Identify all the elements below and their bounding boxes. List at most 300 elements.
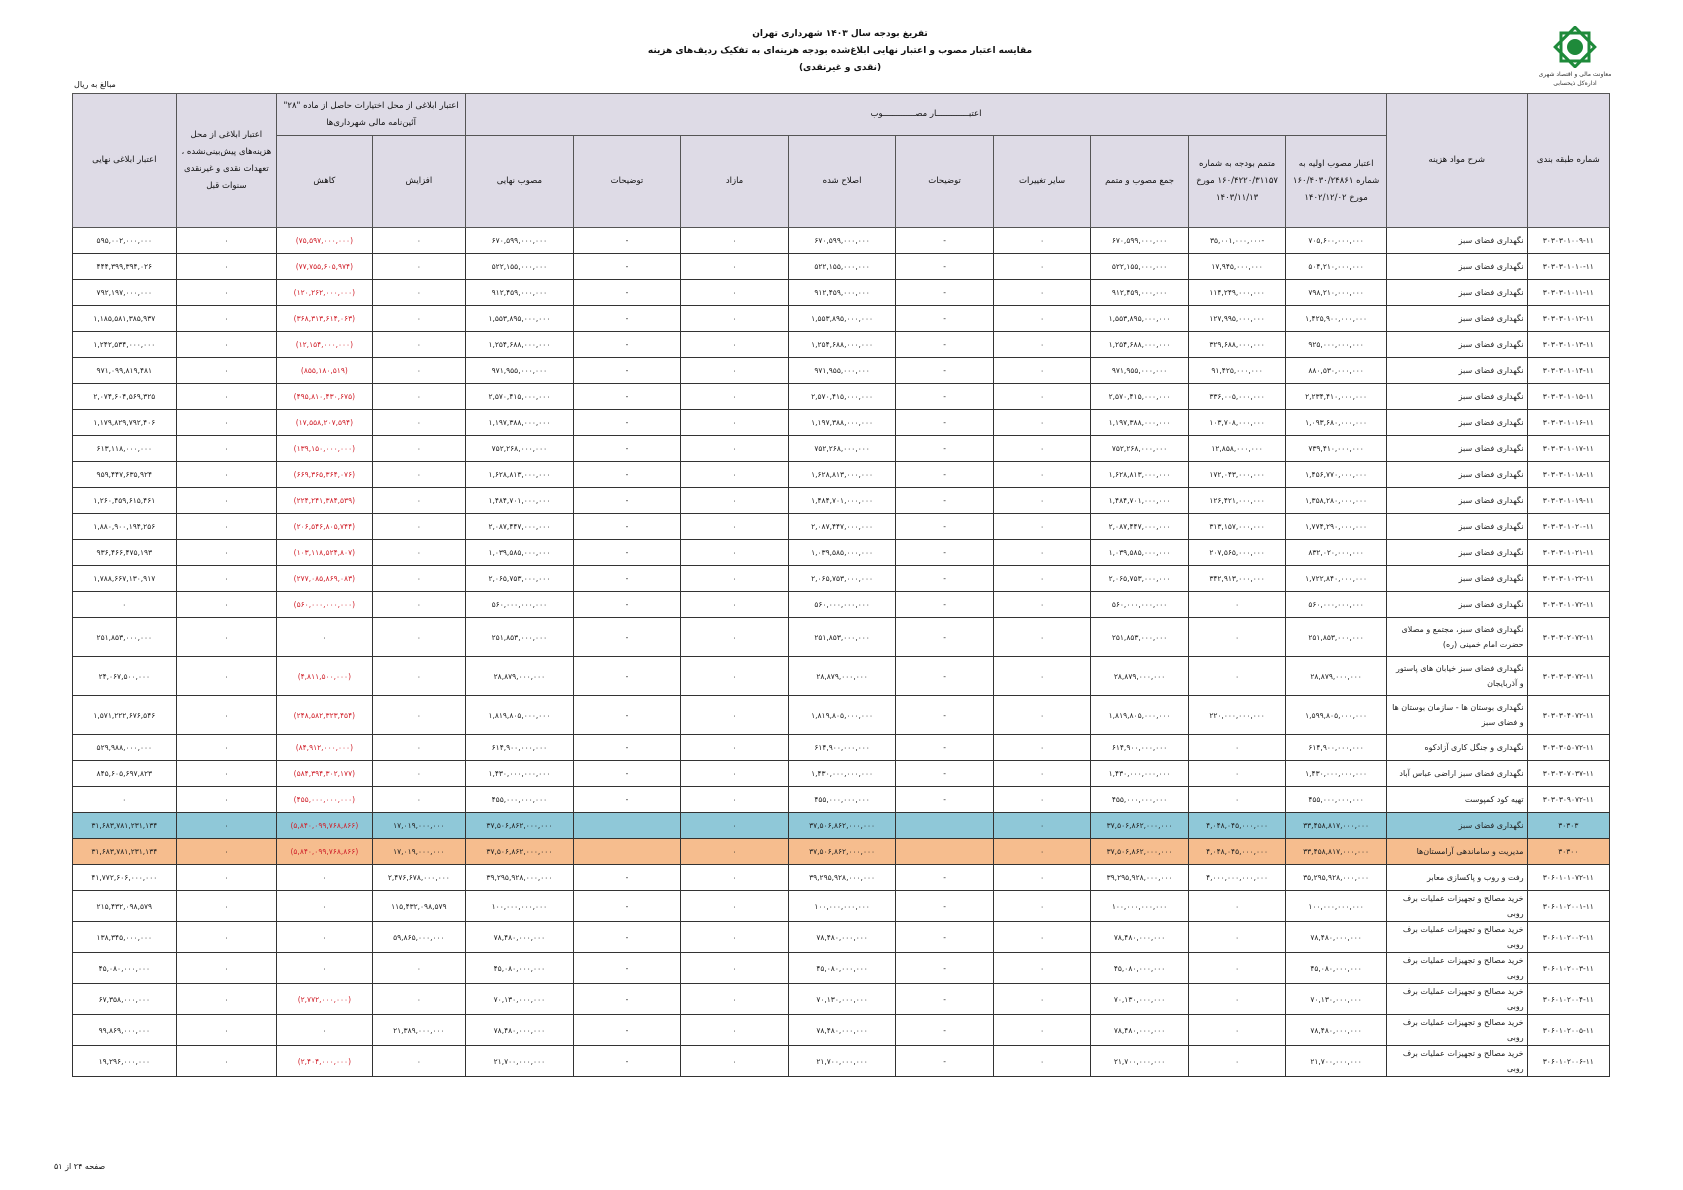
cell-notes1: - — [896, 358, 994, 384]
cell-supplement: ۴,۰۰۰,۰۰۰,۰۰۰,۰۰۰ — [1188, 865, 1286, 891]
cell-prior: ۰ — [176, 462, 277, 488]
cell-prior: ۰ — [176, 839, 277, 865]
cell-sum: ۱,۵۵۳,۸۹۵,۰۰۰,۰۰۰ — [1091, 306, 1189, 332]
cell-final: ۹۵۹,۴۴۷,۶۳۵,۹۲۴ — [73, 462, 177, 488]
cell-supplement: ۰ — [1188, 953, 1286, 984]
header-notes2: توضیحات — [573, 136, 681, 228]
cell-code: ۳۰۳۰۳۰۹۰۷۲-۱۱ — [1527, 787, 1609, 813]
cell-final: ۱,۸۸۰,۹۰۰,۱۹۴,۲۵۶ — [73, 514, 177, 540]
cell-notes1: - — [896, 384, 994, 410]
cell-supplement: ۰ — [1188, 657, 1286, 696]
cell-prior: ۰ — [176, 735, 277, 761]
cell-notes2: - — [573, 984, 681, 1015]
cell-final: ۶۱۳,۱۱۸,۰۰۰,۰۰۰ — [73, 436, 177, 462]
cell-decrease: (۴,۸۱۱,۵۰۰,۰۰۰) — [277, 657, 373, 696]
cell-supplement: ۰ — [1188, 735, 1286, 761]
cell-desc: نگهداری فضای سبز — [1386, 332, 1527, 358]
cell-desc: نگهداری فضای سبز — [1386, 566, 1527, 592]
cell-final-approved: ۲,۰۶۵,۷۵۳,۰۰۰,۰۰۰ — [466, 566, 574, 592]
cell-initial: ۶۱۴,۹۰۰,۰۰۰,۰۰۰ — [1286, 735, 1387, 761]
cell-initial: ۳۵,۲۹۵,۹۲۸,۰۰۰,۰۰۰ — [1286, 865, 1387, 891]
cell-other: ۰ — [993, 306, 1091, 332]
cell-code: ۳۰۳۰۳۰۱۰۱۸-۱۱ — [1527, 462, 1609, 488]
cell-sum: ۶۷۰,۵۹۹,۰۰۰,۰۰۰ — [1091, 228, 1189, 254]
cell-notes1: - — [896, 540, 994, 566]
cell-sum: ۱,۶۲۸,۸۱۳,۰۰۰,۰۰۰ — [1091, 462, 1189, 488]
cell-increase: ۰ — [372, 761, 465, 787]
cell-final: ۱,۱۷۹,۸۲۹,۷۹۲,۴۰۶ — [73, 410, 177, 436]
table-row — [73, 953, 1610, 984]
cell-desc: مدیریت و ساماندهی آرامستان‌ها — [1386, 839, 1527, 865]
cell-amended: ۴۵۵,۰۰۰,۰۰۰,۰۰۰ — [788, 787, 896, 813]
table-row — [73, 1046, 1610, 1077]
cell-increase: ۰ — [372, 540, 465, 566]
cell-notes2: - — [573, 618, 681, 657]
cell-sum: ۳۹,۲۹۵,۹۲۸,۰۰۰,۰۰۰ — [1091, 865, 1189, 891]
budget-table — [72, 93, 1610, 1077]
cell-final-approved: ۷۵۲,۲۶۸,۰۰۰,۰۰۰ — [466, 436, 574, 462]
cell-final-approved: ۱,۱۹۷,۳۸۸,۰۰۰,۰۰۰ — [466, 410, 574, 436]
cell-final-approved: ۱,۲۵۴,۶۸۸,۰۰۰,۰۰۰ — [466, 332, 574, 358]
cell-sum: ۳۷,۵۰۶,۸۶۲,۰۰۰,۰۰۰ — [1091, 839, 1189, 865]
cell-final-approved: ۳۷,۵۰۶,۸۶۲,۰۰۰,۰۰۰ — [466, 839, 574, 865]
cell-surplus: ۰ — [681, 1015, 789, 1046]
cell-other: ۰ — [993, 514, 1091, 540]
cell-desc: نگهداری فضای سبز — [1386, 540, 1527, 566]
cell-surplus: ۰ — [681, 384, 789, 410]
header-prior: اعتبار ابلاغی از محل هزینه‌های پیش‌بینی‌نشده ، تعهدات نقدی و غیرنقدی سنوات قبل — [176, 94, 277, 228]
cell-desc: نگهداری فضای سبز — [1386, 254, 1527, 280]
page-number: صفحه ۲۴ از ۵۱ — [54, 1162, 106, 1171]
cell-code: ۳۰۳۰۳۰۷۰۳۷-۱۱ — [1527, 761, 1609, 787]
cell-surplus: ۰ — [681, 813, 789, 839]
cell-desc: نگهداری فضای سبز — [1386, 514, 1527, 540]
cell-decrease: (۵,۸۴۰,۰۹۹,۷۶۸,۸۶۶) — [277, 839, 373, 865]
cell-other: ۰ — [993, 228, 1091, 254]
table-row — [73, 254, 1610, 280]
cell-amended: ۹۷۱,۹۵۵,۰۰۰,۰۰۰ — [788, 358, 896, 384]
cell-code: ۳۰۳۰۳۰۱۰۰۹-۱۱ — [1527, 228, 1609, 254]
cell-code: ۳۰۳۰۳۰۱۰۱۱-۱۱ — [1527, 280, 1609, 306]
cell-other: ۰ — [993, 922, 1091, 953]
cell-other: ۰ — [993, 657, 1091, 696]
cell-increase: ۰ — [372, 787, 465, 813]
table-row — [73, 891, 1610, 922]
cell-prior: ۰ — [176, 540, 277, 566]
cell-final: ۵۲۹,۹۸۸,۰۰۰,۰۰۰ — [73, 735, 177, 761]
table-row — [73, 922, 1610, 953]
cell-prior: ۰ — [176, 332, 277, 358]
cell-supplement: ۰ — [1188, 984, 1286, 1015]
table-row — [73, 332, 1610, 358]
cell-decrease: (۴۹۵,۸۱۰,۴۳۰,۶۷۵) — [277, 384, 373, 410]
cell-initial: ۱,۴۳۰,۰۰۰,۰۰۰,۰۰۰ — [1286, 761, 1387, 787]
cell-surplus: ۰ — [681, 735, 789, 761]
header-supplement: متمم بودجه به شماره ۱۶۰/۴۲۲۰/۳۱۱۵۷ مورخ ۱۴۰۳/۱۱/۱۳ — [1188, 136, 1286, 228]
cell-final: ۱۹,۲۹۶,۰۰۰,۰۰۰ — [73, 1046, 177, 1077]
cell-notes1: - — [896, 922, 994, 953]
cell-amended: ۵۶۰,۰۰۰,۰۰۰,۰۰۰ — [788, 592, 896, 618]
cell-code: ۳۰۳۰۳ — [1527, 813, 1609, 839]
header-decrease: کاهش — [277, 136, 373, 228]
cell-decrease: (۷۷,۷۵۵,۶۰۵,۹۷۴) — [277, 254, 373, 280]
cell-prior: ۰ — [176, 566, 277, 592]
cell-code: ۳۰۳۰۳۰۱۰۱۴-۱۱ — [1527, 358, 1609, 384]
cell-supplement: ۱۷۲,۰۴۳,۰۰۰,۰۰۰ — [1188, 462, 1286, 488]
municipality-logo — [1530, 26, 1620, 88]
cell-desc: نگهداری فضای سبز — [1386, 410, 1527, 436]
cell-decrease: (۵,۸۴۰,۰۹۹,۷۶۸,۸۶۶) — [277, 813, 373, 839]
cell-supplement: ۴,۰۴۸,۰۴۵,۰۰۰,۰۰۰ — [1188, 839, 1286, 865]
cell-sum: ۶۱۴,۹۰۰,۰۰۰,۰۰۰ — [1091, 735, 1189, 761]
tehran-municipality-emblem-icon — [1546, 26, 1604, 68]
cell-prior: ۰ — [176, 657, 277, 696]
cell-final: ۲۱۵,۴۳۲,۰۹۸,۵۷۹ — [73, 891, 177, 922]
cell-increase: ۰ — [372, 306, 465, 332]
cell-decrease: ۰ — [277, 618, 373, 657]
cell-notes2: - — [573, 696, 681, 735]
cell-notes2: - — [573, 332, 681, 358]
table-row — [73, 1015, 1610, 1046]
cell-sum: ۱,۴۳۰,۰۰۰,۰۰۰,۰۰۰ — [1091, 761, 1189, 787]
cell-final: ۱,۱۸۵,۵۸۱,۳۸۵,۹۳۷ — [73, 306, 177, 332]
cell-increase: ۰ — [372, 436, 465, 462]
cell-desc: خرید مصالح و تجهیزات عملیات برف روبی — [1386, 953, 1527, 984]
cell-surplus: ۰ — [681, 254, 789, 280]
cell-sum: ۵۶۰,۰۰۰,۰۰۰,۰۰۰ — [1091, 592, 1189, 618]
cell-notes1: - — [896, 436, 994, 462]
cell-decrease: ۰ — [277, 922, 373, 953]
cell-other: ۰ — [993, 761, 1091, 787]
cell-notes2: - — [573, 358, 681, 384]
cell-increase: ۵۹,۸۶۵,۰۰۰,۰۰۰ — [372, 922, 465, 953]
cell-decrease: (۲۷۷,۰۸۵,۸۶۹,۰۸۳) — [277, 566, 373, 592]
cell-decrease: ۰ — [277, 953, 373, 984]
cell-initial: ۴۵,۰۸۰,۰۰۰,۰۰۰ — [1286, 953, 1387, 984]
cell-prior: ۰ — [176, 592, 277, 618]
cell-supplement: ۱۲۷,۹۹۵,۰۰۰,۰۰۰ — [1188, 306, 1286, 332]
cell-decrease: (۲۰۶,۵۴۶,۸۰۵,۷۴۴) — [277, 514, 373, 540]
cell-notes1 — [896, 813, 994, 839]
cell-notes1: - — [896, 462, 994, 488]
header-amended: اصلاح شده — [788, 136, 896, 228]
cell-notes1: - — [896, 618, 994, 657]
cell-code: ۳۰۳۰۳۰۱۰۲۰-۱۱ — [1527, 514, 1609, 540]
cell-final-approved: ۱,۸۱۹,۸۰۵,۰۰۰,۰۰۰ — [466, 696, 574, 735]
cell-decrease: ۰ — [277, 1015, 373, 1046]
cell-final-approved: ۱,۶۲۸,۸۱۳,۰۰۰,۰۰۰ — [466, 462, 574, 488]
cell-supplement: ۰ — [1188, 1015, 1286, 1046]
cell-other: ۰ — [993, 839, 1091, 865]
cell-notes2: - — [573, 280, 681, 306]
cell-final: ۹۷۱,۰۹۹,۸۱۹,۴۸۱ — [73, 358, 177, 384]
report-subtitle: مقایسه اعتبار مصوب و اعتبار نهایی ابلاغ‌شده بودجه هزینه‌ای به تفکیک ردیف‌های هزینه — [647, 46, 1033, 56]
cell-decrease: (۸۵۵,۱۸۰,۵۱۹) — [277, 358, 373, 384]
cell-final: ۰ — [73, 592, 177, 618]
cell-code: ۳۰۳۰۳۰۱۰۱۵-۱۱ — [1527, 384, 1609, 410]
cell-notes2: - — [573, 228, 681, 254]
cell-desc: نگهداری بوستان ها - سازمان بوستان ها و فضای سبز — [1386, 696, 1527, 735]
cell-supplement: ۴,۰۴۸,۰۴۵,۰۰۰,۰۰۰ — [1188, 813, 1286, 839]
cell-notes1: - — [896, 306, 994, 332]
cell-initial: ۸۳۲,۰۲۰,۰۰۰,۰۰۰ — [1286, 540, 1387, 566]
cell-notes1: - — [896, 953, 994, 984]
cell-code: ۳۰۳۰۳۰۱۰۲۱-۱۱ — [1527, 540, 1609, 566]
cell-final-approved: ۲۵۱,۸۵۳,۰۰۰,۰۰۰ — [466, 618, 574, 657]
cell-desc: خرید مصالح و تجهیزات عملیات برف روبی — [1386, 891, 1527, 922]
cell-code: ۳۰۳۰۳۰۱۰۱۶-۱۱ — [1527, 410, 1609, 436]
cell-initial: ۱,۷۷۴,۲۹۰,۰۰۰,۰۰۰ — [1286, 514, 1387, 540]
cell-increase: ۰ — [372, 953, 465, 984]
cell-increase: ۰ — [372, 332, 465, 358]
cell-desc: نگهداری فضای سبز — [1386, 462, 1527, 488]
cell-supplement: ۱۲۶,۴۲۱,۰۰۰,۰۰۰ — [1188, 488, 1286, 514]
report-title: تفریغ بودجه سال ۱۴۰۳ شهرداری تهران — [752, 29, 928, 39]
cell-increase: ۱۷,۰۱۹,۰۰۰,۰۰۰ — [372, 813, 465, 839]
cell-prior: ۰ — [176, 384, 277, 410]
cell-surplus: ۰ — [681, 618, 789, 657]
cell-desc: نگهداری فضای سبز — [1386, 384, 1527, 410]
cell-final-approved: ۱,۰۳۹,۵۸۵,۰۰۰,۰۰۰ — [466, 540, 574, 566]
cell-final: ۹۳۶,۴۶۶,۴۷۵,۱۹۳ — [73, 540, 177, 566]
cell-desc: نگهداری فضای سبز — [1386, 813, 1527, 839]
cell-decrease: (۲۲۴,۲۴۱,۳۸۴,۵۳۹) — [277, 488, 373, 514]
cell-increase: ۰ — [372, 384, 465, 410]
cell-notes2: - — [573, 306, 681, 332]
cell-final-approved: ۱,۴۸۴,۷۰۱,۰۰۰,۰۰۰ — [466, 488, 574, 514]
cell-surplus: ۰ — [681, 839, 789, 865]
cell-notes2 — [573, 813, 681, 839]
cell-prior: ۰ — [176, 1015, 277, 1046]
cell-final-approved: ۲۸,۸۷۹,۰۰۰,۰۰۰ — [466, 657, 574, 696]
cell-increase: ۰ — [372, 410, 465, 436]
cell-code: ۳۰۳۰۳۰۳۰۷۲-۱۱ — [1527, 657, 1609, 696]
table-row — [73, 514, 1610, 540]
cell-code: ۳۰۶۰۱۰۲۰۰۱-۱۱ — [1527, 891, 1609, 922]
cell-desc: نگهداری فضای سبز خیابان های پاستور و آذربایجان — [1386, 657, 1527, 696]
cell-notes1: - — [896, 254, 994, 280]
header-increase: افزایش — [372, 136, 465, 228]
cell-increase: ۲,۴۷۶,۶۷۸,۰۰۰,۰۰۰ — [372, 865, 465, 891]
table-row — [73, 488, 1610, 514]
cell-notes2: - — [573, 254, 681, 280]
cell-other: ۰ — [993, 384, 1091, 410]
table-row — [73, 761, 1610, 787]
cell-increase: ۰ — [372, 657, 465, 696]
cell-surplus: ۰ — [681, 358, 789, 384]
table-row — [73, 410, 1610, 436]
cell-notes1: - — [896, 514, 994, 540]
cell-notes1: - — [896, 228, 994, 254]
cell-sum: ۱,۴۸۴,۷۰۱,۰۰۰,۰۰۰ — [1091, 488, 1189, 514]
cell-supplement: ۰ — [1188, 618, 1286, 657]
cell-notes2: - — [573, 592, 681, 618]
cell-sum: ۷۸,۴۸۰,۰۰۰,۰۰۰ — [1091, 1015, 1189, 1046]
cell-final-approved: ۲,۰۸۷,۴۴۷,۰۰۰,۰۰۰ — [466, 514, 574, 540]
cell-amended: ۵۲۲,۱۵۵,۰۰۰,۰۰۰ — [788, 254, 896, 280]
cell-notes2: - — [573, 1015, 681, 1046]
cell-final-approved: ۴۵۵,۰۰۰,۰۰۰,۰۰۰ — [466, 787, 574, 813]
cell-other: ۰ — [993, 280, 1091, 306]
cell-desc: خرید مصالح و تجهیزات عملیات برف روبی — [1386, 984, 1527, 1015]
cell-other: ۰ — [993, 984, 1091, 1015]
cell-initial: ۷۸,۴۸۰,۰۰۰,۰۰۰ — [1286, 922, 1387, 953]
header-surplus: مازاد — [681, 136, 789, 228]
cell-notes1: - — [896, 592, 994, 618]
cell-prior: ۰ — [176, 410, 277, 436]
cell-increase: ۰ — [372, 462, 465, 488]
cell-amended: ۱,۰۳۹,۵۸۵,۰۰۰,۰۰۰ — [788, 540, 896, 566]
cell-prior: ۰ — [176, 813, 277, 839]
cell-supplement: ۰ — [1188, 1046, 1286, 1077]
cell-notes2: - — [573, 566, 681, 592]
cell-supplement: ۳۲۹,۶۸۸,۰۰۰,۰۰۰ — [1188, 332, 1286, 358]
cell-amended: ۶۱۴,۹۰۰,۰۰۰,۰۰۰ — [788, 735, 896, 761]
cell-amended: ۲,۵۷۰,۴۱۵,۰۰۰,۰۰۰ — [788, 384, 896, 410]
cell-amended: ۳۹,۲۹۵,۹۲۸,۰۰۰,۰۰۰ — [788, 865, 896, 891]
cell-sum: ۱۰۰,۰۰۰,۰۰۰,۰۰۰ — [1091, 891, 1189, 922]
cell-desc: نگهداری فضای سبز اراضی عباس آباد — [1386, 761, 1527, 787]
cell-other: ۰ — [993, 462, 1091, 488]
cell-desc: نگهداری فضای سبز — [1386, 436, 1527, 462]
cell-final-approved: ۷۰,۱۳۰,۰۰۰,۰۰۰ — [466, 984, 574, 1015]
cell-final-approved: ۹۱۲,۴۵۹,۰۰۰,۰۰۰ — [466, 280, 574, 306]
table-row — [73, 384, 1610, 410]
header-desc: شرح مواد هزینه — [1386, 94, 1527, 228]
cell-other: ۰ — [993, 592, 1091, 618]
cell-prior: ۰ — [176, 514, 277, 540]
cell-decrease: (۸۴,۹۱۲,۰۰۰,۰۰۰) — [277, 735, 373, 761]
cell-initial: ۳۳,۴۵۸,۸۱۷,۰۰۰,۰۰۰ — [1286, 813, 1387, 839]
cell-prior: ۰ — [176, 696, 277, 735]
cell-notes1: - — [896, 566, 994, 592]
cell-final-approved: ۹۷۱,۹۵۵,۰۰۰,۰۰۰ — [466, 358, 574, 384]
cell-supplement: -۳۵,۰۰۱,۰۰۰,۰۰۰ — [1188, 228, 1286, 254]
cell-initial: ۵۰۴,۲۱۰,۰۰۰,۰۰۰ — [1286, 254, 1387, 280]
table-row — [73, 228, 1610, 254]
cell-sum: ۲,۰۶۵,۷۵۳,۰۰۰,۰۰۰ — [1091, 566, 1189, 592]
cell-initial: ۹۲۵,۰۰۰,۰۰۰,۰۰۰ — [1286, 332, 1387, 358]
cell-prior: ۰ — [176, 254, 277, 280]
table-row — [73, 280, 1610, 306]
cell-sum: ۴۵۵,۰۰۰,۰۰۰,۰۰۰ — [1091, 787, 1189, 813]
cell-desc: نگهداری فضای سبز — [1386, 488, 1527, 514]
cell-amended: ۱,۶۲۸,۸۱۳,۰۰۰,۰۰۰ — [788, 462, 896, 488]
cell-notes1: - — [896, 761, 994, 787]
cell-decrease: (۷۵,۵۹۷,۰۰۰,۰۰۰) — [277, 228, 373, 254]
cell-notes2 — [573, 839, 681, 865]
cell-code: ۳۰۳۰۳۰۱۰۱۳-۱۱ — [1527, 332, 1609, 358]
cell-desc: نگهداری فضای سبز — [1386, 592, 1527, 618]
cell-notes2: - — [573, 761, 681, 787]
cell-initial: ۷۰۵,۶۰۰,۰۰۰,۰۰۰ — [1286, 228, 1387, 254]
cell-desc: نگهداری و جنگل کاری آزادکوه — [1386, 735, 1527, 761]
cell-increase: ۰ — [372, 254, 465, 280]
cell-final-approved: ۶۷۰,۵۹۹,۰۰۰,۰۰۰ — [466, 228, 574, 254]
cell-other: ۰ — [993, 358, 1091, 384]
logo-line1: معاونت مالی و اقتصاد شهری — [1538, 71, 1612, 78]
header-art28-group: اعتبار ابلاغی از محل اختیارات حاصل از ماده "۲۸" آئین‌نامه مالی شهرداری‌ها — [277, 94, 466, 136]
cell-amended: ۱۰۰,۰۰۰,۰۰۰,۰۰۰ — [788, 891, 896, 922]
cell-code: ۳۰۳۰۳۰۲۰۷۲-۱۱ — [1527, 618, 1609, 657]
cell-desc: خرید مصالح و تجهیزات عملیات برف روبی — [1386, 1046, 1527, 1077]
cell-code: ۳۰۳۰۳۰۵۰۷۲-۱۱ — [1527, 735, 1609, 761]
table-row — [73, 306, 1610, 332]
cell-final-approved: ۳۹,۲۹۵,۹۲۸,۰۰۰,۰۰۰ — [466, 865, 574, 891]
cell-prior: ۰ — [176, 306, 277, 332]
cell-notes2: - — [573, 1046, 681, 1077]
cell-sum: ۱,۸۱۹,۸۰۵,۰۰۰,۰۰۰ — [1091, 696, 1189, 735]
cell-increase: ۰ — [372, 280, 465, 306]
cell-initial: ۲۸,۸۷۹,۰۰۰,۰۰۰ — [1286, 657, 1387, 696]
cell-final: ۱,۲۶۰,۴۵۹,۶۱۵,۴۶۱ — [73, 488, 177, 514]
cell-increase: ۲۱,۳۸۹,۰۰۰,۰۰۰ — [372, 1015, 465, 1046]
cell-increase: ۱۷,۰۱۹,۰۰۰,۰۰۰ — [372, 839, 465, 865]
cell-final-approved: ۱,۵۵۳,۸۹۵,۰۰۰,۰۰۰ — [466, 306, 574, 332]
cell-sum: ۹۷۱,۹۵۵,۰۰۰,۰۰۰ — [1091, 358, 1189, 384]
cell-notes2: - — [573, 384, 681, 410]
cell-surplus: ۰ — [681, 540, 789, 566]
cell-desc: خرید مصالح و تجهیزات عملیات برف روبی — [1386, 1015, 1527, 1046]
cell-code: ۳۰۶۰۱۰۲۰۰۳-۱۱ — [1527, 953, 1609, 984]
cell-notes1: - — [896, 332, 994, 358]
cell-supplement: ۰ — [1188, 891, 1286, 922]
cell-decrease: (۴۵۵,۰۰۰,۰۰۰,۰۰۰) — [277, 787, 373, 813]
cell-decrease: (۱۲۰,۲۶۲,۰۰۰,۰۰۰) — [277, 280, 373, 306]
cell-amended: ۲,۰۶۵,۷۵۳,۰۰۰,۰۰۰ — [788, 566, 896, 592]
cell-surplus: ۰ — [681, 514, 789, 540]
cell-initial: ۳۳,۴۵۸,۸۱۷,۰۰۰,۰۰۰ — [1286, 839, 1387, 865]
cell-decrease: (۲,۴۰۴,۰۰۰,۰۰۰) — [277, 1046, 373, 1077]
cell-initial: ۱,۴۵۶,۷۷۰,۰۰۰,۰۰۰ — [1286, 462, 1387, 488]
cell-other: ۰ — [993, 953, 1091, 984]
cell-surplus: ۰ — [681, 566, 789, 592]
cell-notes1 — [896, 839, 994, 865]
cell-final-approved: ۷۸,۴۸۰,۰۰۰,۰۰۰ — [466, 1015, 574, 1046]
cell-surplus: ۰ — [681, 922, 789, 953]
cell-increase: ۰ — [372, 566, 465, 592]
cell-initial: ۷۹۸,۲۱۰,۰۰۰,۰۰۰ — [1286, 280, 1387, 306]
cell-decrease: (۱۲,۱۵۴,۰۰۰,۰۰۰) — [277, 332, 373, 358]
cell-decrease: ۰ — [277, 865, 373, 891]
table-row — [73, 657, 1610, 696]
cell-sum: ۷۰,۱۳۰,۰۰۰,۰۰۰ — [1091, 984, 1189, 1015]
cell-desc: نگهداری فضای سبز — [1386, 358, 1527, 384]
cell-supplement: ۰ — [1188, 922, 1286, 953]
cell-decrease: ۰ — [277, 891, 373, 922]
header-other: سایر تغییرات — [993, 136, 1091, 228]
cell-prior: ۰ — [176, 984, 277, 1015]
cell-supplement: ۰ — [1188, 592, 1286, 618]
cell-sum: ۱,۰۳۹,۵۸۵,۰۰۰,۰۰۰ — [1091, 540, 1189, 566]
cell-other: ۰ — [993, 1046, 1091, 1077]
cell-other: ۰ — [993, 436, 1091, 462]
cell-notes1: - — [896, 410, 994, 436]
cell-final-approved: ۲۱,۷۰۰,۰۰۰,۰۰۰ — [466, 1046, 574, 1077]
table-row — [73, 813, 1610, 839]
cell-other: ۰ — [993, 410, 1091, 436]
cell-surplus: ۰ — [681, 410, 789, 436]
cell-decrease: (۶۶۹,۳۶۵,۳۶۴,۰۷۶) — [277, 462, 373, 488]
cell-increase: ۰ — [372, 735, 465, 761]
cell-surplus: ۰ — [681, 228, 789, 254]
cell-increase: ۰ — [372, 618, 465, 657]
table-row — [73, 436, 1610, 462]
cell-code: ۳۰۶۰۱۰۲۰۰۲-۱۱ — [1527, 922, 1609, 953]
cell-other: ۰ — [993, 332, 1091, 358]
cell-sum: ۱,۱۹۷,۳۸۸,۰۰۰,۰۰۰ — [1091, 410, 1189, 436]
cell-supplement: ۳۳۶,۰۰۵,۰۰۰,۰۰۰ — [1188, 384, 1286, 410]
